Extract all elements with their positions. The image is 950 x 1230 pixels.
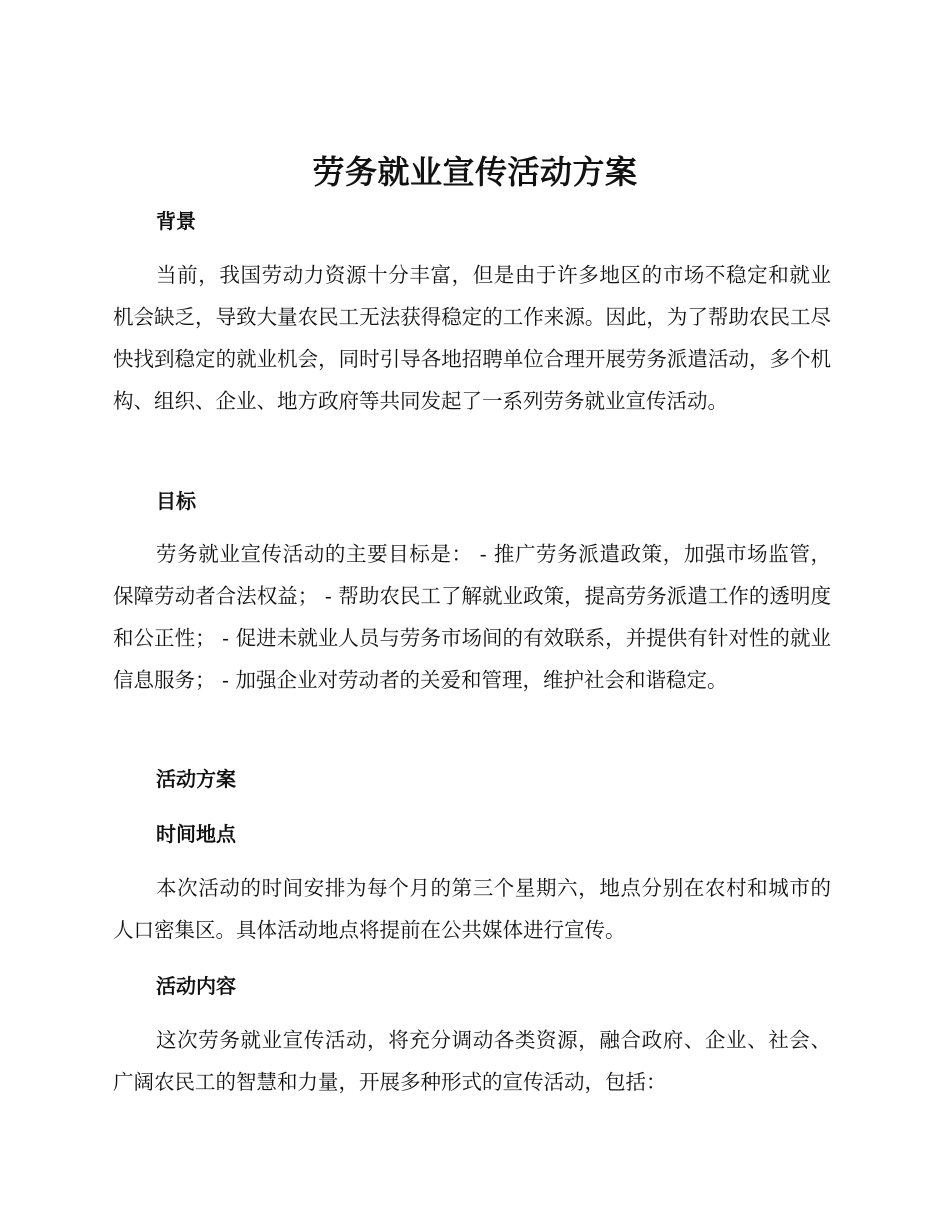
paragraph-content: 这次劳务就业宣传活动，将充分调动各类资源，融合政府、企业、社会、广阔农民工的智慧和力量，开展多种形式的宣传活动，包括： xyxy=(113,1028,831,1094)
section-heading-goals: 目标 xyxy=(156,489,196,513)
section-heading-plan: 活动方案 xyxy=(156,767,236,791)
paragraph-background: 当前，我国劳动力资源十分丰富，但是由于许多地区的市场不稳定和就业机会缺乏，导致大量农民工无法获得稳定的工作来源。因此，为了帮助农民工尽快找到稳定的就业机会，同时引导各地招聘单位合理开展劳务派遣活动，多个机构、组织、企业、地方政府等共同发起了一系列劳务就业宣传活动。 xyxy=(113,263,831,413)
document-title: 劳务就业宣传活动方案 xyxy=(312,153,638,191)
section-heading-content: 活动内容 xyxy=(156,974,236,998)
paragraph-time-place: 本次活动的时间安排为每个月的第三个星期六，地点分别在农村和城市的人口密集区。具体活动地点将提前在公共媒体进行宣传。 xyxy=(113,876,831,942)
paragraph-goals: 劳务就业宣传活动的主要目标是： - 推广劳务派遣政策，加强市场监管，保障劳动者合法权益； - 帮助农民工了解就业政策，提高劳务派遣工作的透明度和公正性； - 促进未就业人员与劳务市场间的有效联系，并提供有针对性的就业信息服务； - 加强企业对劳动者的关爱和管理，维护社会和谐稳定。 xyxy=(113,542,831,692)
section-heading-background: 背景 xyxy=(156,209,196,233)
section-heading-time-place: 时间地点 xyxy=(156,822,236,846)
